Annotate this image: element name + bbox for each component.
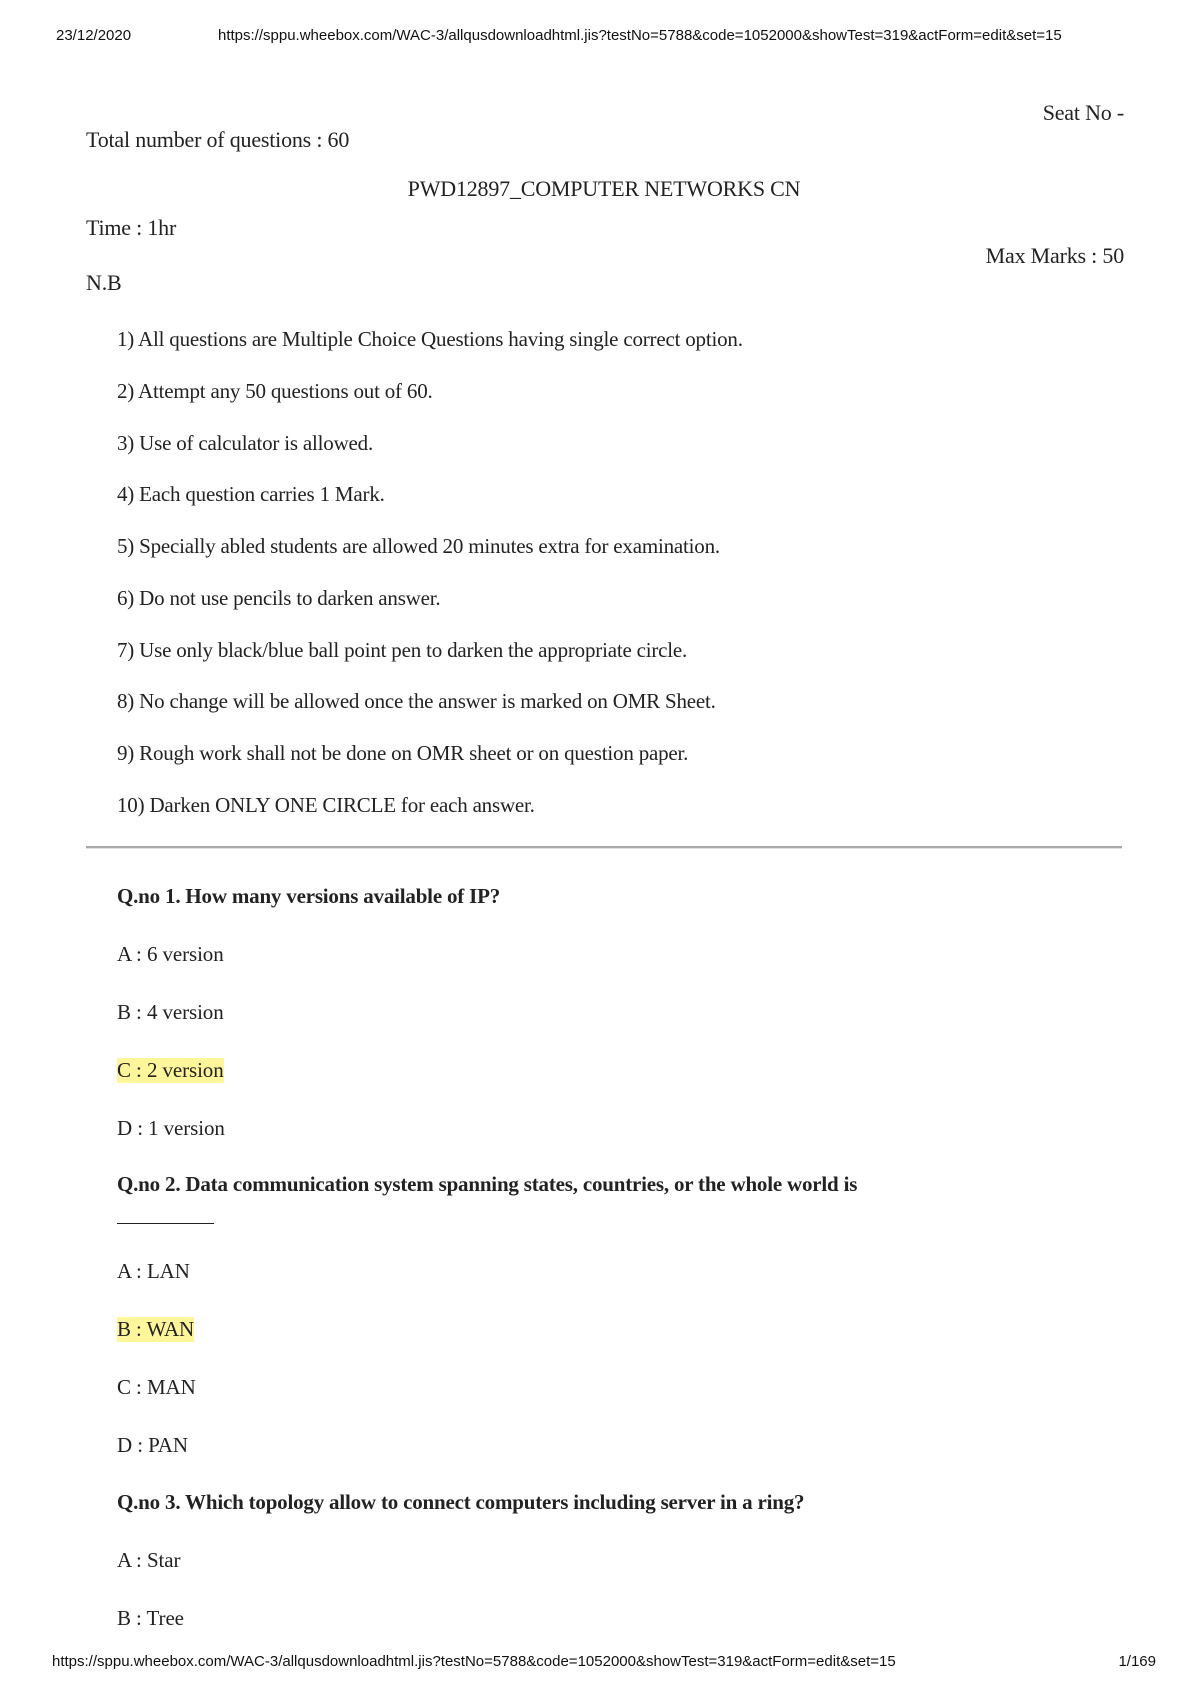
nb-label: N.B [86,270,122,295]
total-questions: Total number of questions : 60 [86,127,350,152]
option-c-highlighted: C : 2 version [117,1058,224,1082]
option-b: B : Tree [117,1606,184,1630]
instruction-item: 9) Rough work shall not be done on OMR sheet or on question paper. [117,741,689,765]
instruction-item: 10) Darken ONLY ONE CIRCLE for each answer. [117,793,535,817]
print-footer-url: https://sppu.wheebox.com/WAC-3/allqusdownloadhtml.jis?testNo=5788&code=1052000&showTest=319&actForm=edit&set=15 [52,1653,896,1670]
option-d: D : PAN [117,1433,188,1457]
option-a: A : 6 version [117,942,224,966]
answer-blank [117,1223,214,1224]
instruction-item: 8) No change will be allowed once the answer is marked on OMR Sheet. [117,689,716,713]
option-a: A : Star [117,1548,181,1572]
print-date: 23/12/2020 [56,27,132,44]
page-number: 1/169 [1118,1653,1156,1670]
time-allowed: Time : 1hr [86,215,177,240]
option-c: C : MAN [117,1375,196,1399]
question-text: Q.no 3. Which topology allow to connect computers including server in a ring? [117,1490,805,1514]
section-divider [86,846,1122,849]
instruction-item: 6) Do not use pencils to darken answer. [117,586,441,610]
paper-title: PWD12897_COMPUTER NETWORKS CN [407,176,801,201]
max-marks: Max Marks : 50 [985,243,1124,268]
print-header-url: https://sppu.wheebox.com/WAC-3/allqusdownloadhtml.jis?testNo=5788&code=1052000&showTest=319&actForm=edit&set=15 [218,27,1062,44]
option-d: D : 1 version [117,1116,225,1140]
instruction-item: 3) Use of calculator is allowed. [117,431,374,455]
question-text: Q.no 1. How many versions available of IP? [117,884,501,908]
option-b-highlighted: B : WAN [117,1317,195,1341]
instruction-item: 2) Attempt any 50 questions out of 60. [117,379,433,403]
instruction-item: 4) Each question carries 1 Mark. [117,482,385,506]
instruction-item: 7) Use only black/blue ball point pen to darken the appropriate circle. [117,638,688,662]
option-b: B : 4 version [117,1000,224,1024]
question-text: Q.no 2. Data communication system spanning states, countries, or the whole world is [117,1172,858,1196]
instruction-item: 1) All questions are Multiple Choice Questions having single correct option. [117,327,743,351]
option-a: A : LAN [117,1259,190,1283]
seat-no: Seat No - [1042,100,1124,125]
instruction-item: 5) Specially abled students are allowed 20 minutes extra for examination. [117,534,720,558]
